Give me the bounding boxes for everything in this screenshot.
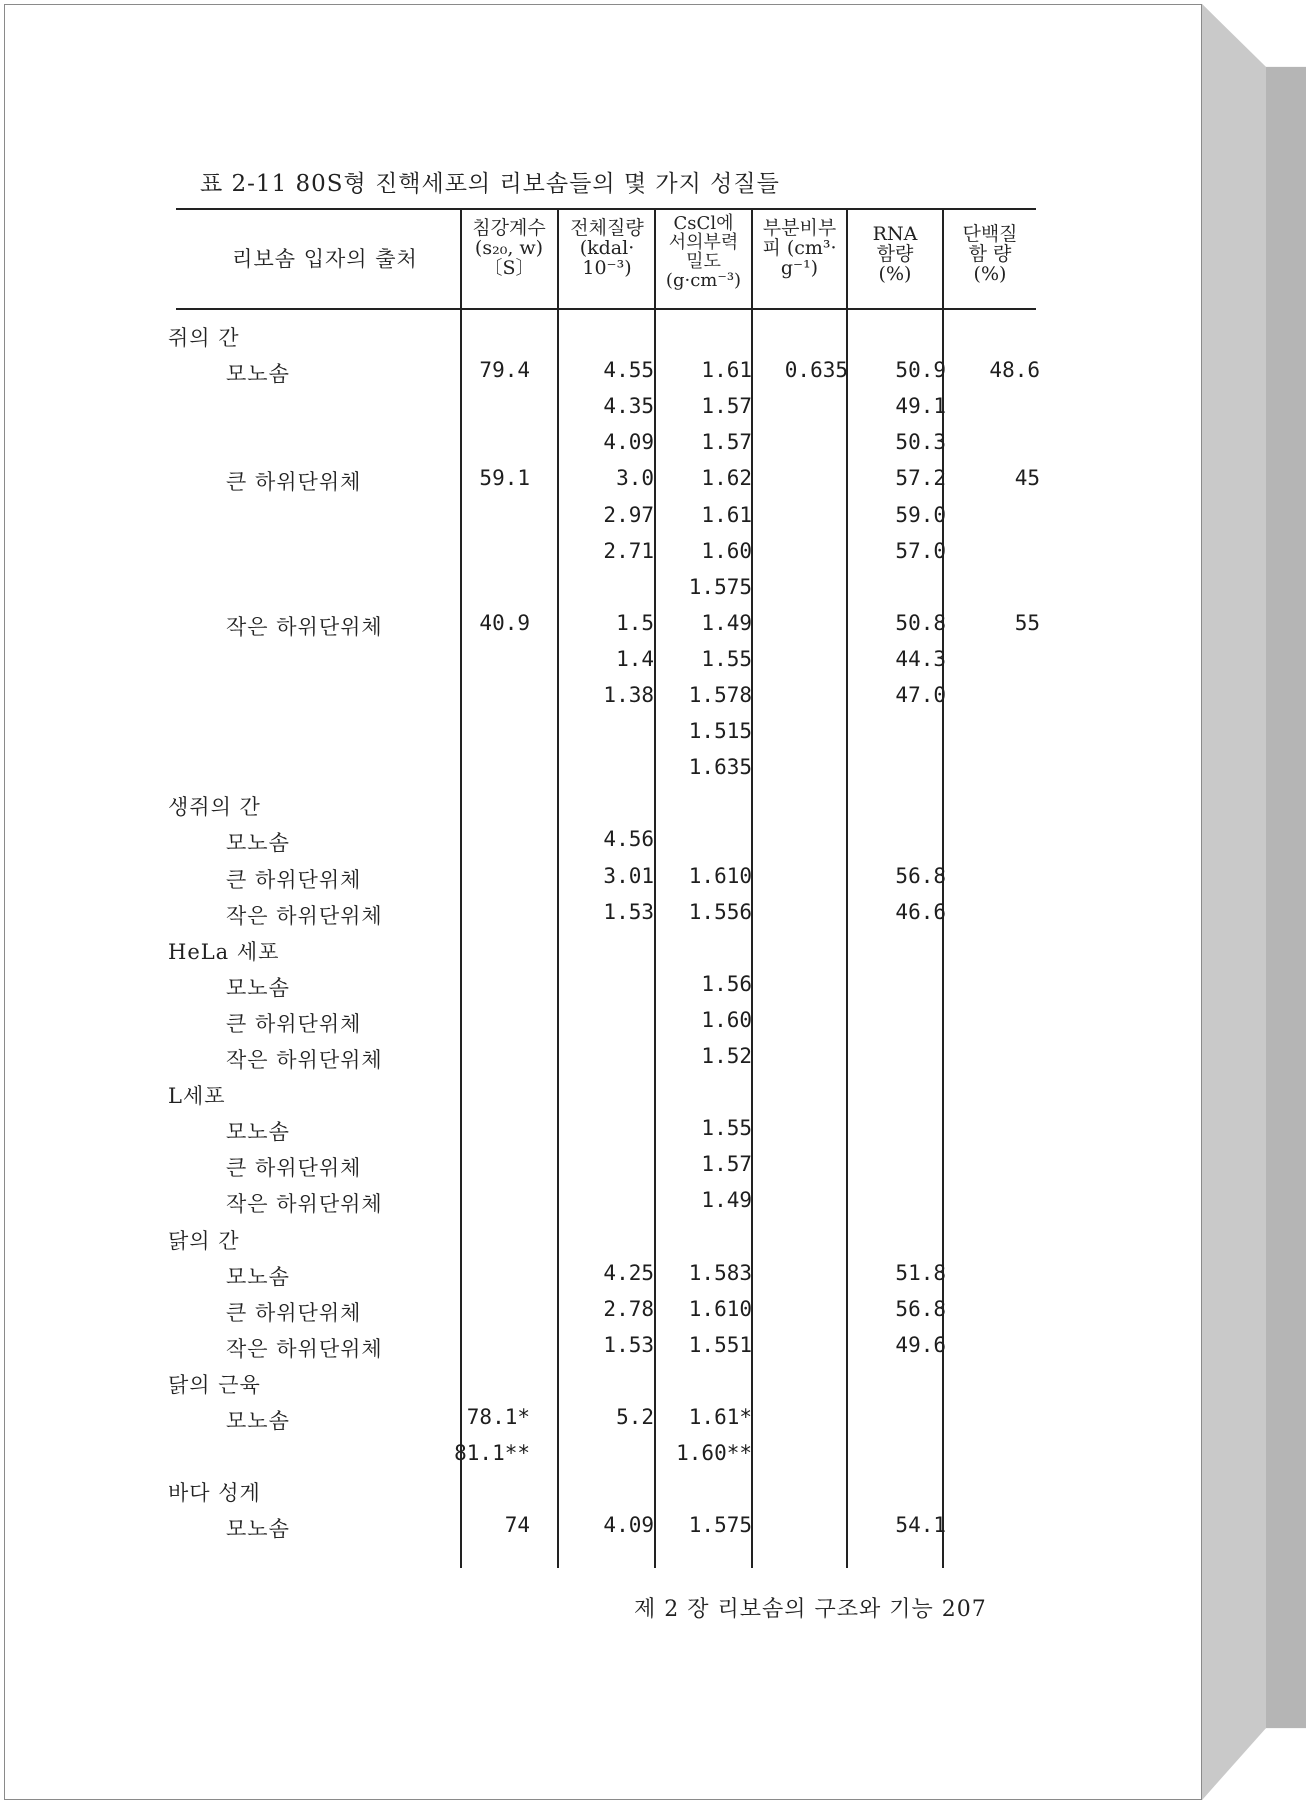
row-label: 작은 하위단위체	[226, 1336, 383, 1361]
header-protein: 단백질 함 량 (%)	[962, 223, 1018, 285]
cell-rna: 57.0	[895, 538, 946, 563]
cell-rna: 50.3	[895, 430, 946, 455]
cell-density: 1.55	[701, 1116, 752, 1141]
cell-rna: 49.6	[895, 1332, 946, 1357]
cell-density: 1.610	[688, 1296, 752, 1321]
header-sedimentation: 침강계수 (s₂₀, w) 〔S〕	[472, 217, 546, 279]
cell-density: 1.635	[688, 755, 752, 780]
cell-mass: 1.4	[616, 646, 654, 671]
column-divider-1	[460, 210, 462, 1568]
cell-density: 1.60**	[676, 1441, 752, 1466]
cell-mass: 1.53	[603, 1332, 654, 1357]
cell-rna: 44.3	[895, 646, 946, 671]
row-label: 작은 하위단위체	[226, 1192, 383, 1217]
cell-mass: 1.53	[603, 899, 654, 924]
table-caption: 표 2-11 80S형 진핵세포의 리보솜들의 몇 가지 성질들	[200, 171, 780, 197]
row-label: 작은 하위단위체	[226, 614, 383, 639]
cell-mass: 1.5	[616, 610, 654, 635]
cell-rna: 56.8	[895, 863, 946, 888]
cell-mass: 5.2	[616, 1405, 654, 1429]
column-divider-3	[654, 210, 656, 1568]
cell-rna: 50.9	[895, 358, 946, 383]
row-label: 큰 하위단위체	[226, 1300, 362, 1325]
table-header-rule	[176, 308, 1036, 310]
row-label: 작은 하위단위체	[226, 903, 383, 928]
cell-mass: 4.09	[603, 430, 654, 455]
column-divider-5	[846, 210, 848, 1568]
cell-mass: 1.38	[603, 683, 654, 707]
cell-sed: 79.4	[479, 358, 530, 383]
row-label: 모노솜	[226, 1264, 290, 1289]
cell-rna: 51.8	[895, 1260, 946, 1285]
group-label: 바다 성게	[168, 1481, 261, 1506]
cell-rna: 49.1	[895, 394, 946, 419]
cell-density: 1.61	[701, 502, 752, 527]
cell-density: 1.57	[701, 1152, 752, 1177]
cell-density: 1.551	[688, 1332, 752, 1357]
cell-density: 1.52	[701, 1044, 752, 1068]
cell-density: 1.61*	[688, 1405, 752, 1429]
cell-density: 1.55	[701, 646, 752, 671]
row-label: 큰 하위단위체	[226, 470, 362, 495]
cell-mass: 2.97	[603, 502, 654, 527]
row-label: 모노솜	[226, 1120, 290, 1145]
table-top-rule	[176, 208, 1036, 210]
row-label: 모노솜	[226, 975, 290, 1000]
cell-density: 1.61	[701, 358, 752, 383]
cell-protein: 48.6	[989, 358, 1040, 383]
cell-density: 1.556	[688, 899, 752, 924]
cell-mass: 3.01	[603, 863, 654, 888]
cell-mass: 4.25	[603, 1260, 654, 1285]
cell-density: 1.60	[701, 1007, 752, 1032]
cell-density: 1.57	[701, 430, 752, 455]
cell-mass: 2.71	[603, 538, 654, 563]
cell-mass: 4.56	[603, 827, 654, 852]
cell-density: 1.515	[688, 719, 752, 744]
page-footer: 제 2 장 리보솜의 구조와 기능 207	[634, 1597, 987, 1622]
group-label: 쥐의 간	[168, 326, 240, 350]
cell-density: 1.49	[701, 610, 752, 635]
cell-density: 1.56	[701, 971, 752, 996]
group-label: L세포	[168, 1084, 226, 1109]
cell-mass: 2.78	[603, 1296, 654, 1321]
cell-mass: 4.09	[603, 1513, 654, 1538]
header-rna: RNA 함량 (%)	[872, 223, 918, 285]
row-label: 큰 하위단위체	[226, 867, 362, 892]
cell-density: 1.610	[688, 863, 752, 888]
row-label: 큰 하위단위체	[226, 1156, 362, 1181]
cell-mass: 4.35	[603, 394, 654, 419]
group-label: 생쥐의 간	[168, 795, 261, 820]
cell-mass: 3.0	[616, 466, 654, 491]
cell-density: 1.62	[701, 466, 752, 491]
group-label: HeLa 세포	[168, 939, 280, 964]
cell-density: 1.49	[701, 1188, 752, 1213]
cell-rna: 46.6	[895, 899, 946, 924]
cell-protein: 55	[1014, 610, 1040, 635]
cell-mass: 4.55	[603, 358, 654, 383]
cell-density: 1.60	[701, 538, 752, 563]
cell-psv: 0.635	[784, 358, 848, 383]
header-source: 리보솜 입자의 출처	[232, 247, 418, 271]
column-divider-2	[557, 210, 559, 1568]
header-density: CsCl에 서의부력 밀도 (g·cm⁻³)	[665, 213, 742, 291]
cell-rna: 59.0	[895, 502, 946, 527]
row-label: 모노솜	[226, 362, 290, 387]
cell-density: 1.575	[688, 574, 752, 599]
row-label: 큰 하위단위체	[226, 1011, 362, 1036]
row-label: 모노솜	[226, 1517, 290, 1542]
cell-rna: 56.8	[895, 1296, 946, 1321]
cell-rna: 54.1	[895, 1513, 946, 1538]
cell-density: 1.578	[688, 683, 752, 707]
header-partial-specific-volume: 부분비부 피 (cm³· g⁻¹)	[762, 217, 837, 279]
cell-density: 1.57	[701, 394, 752, 419]
group-label: 닭의 근육	[168, 1372, 261, 1397]
group-label: 닭의 간	[168, 1228, 240, 1253]
cell-sed: 78.1*	[466, 1405, 530, 1429]
cell-sed: 81.1**	[454, 1441, 530, 1466]
row-label: 모노솜	[226, 1409, 290, 1433]
row-label: 모노솜	[226, 831, 290, 856]
cell-density: 1.575	[688, 1513, 752, 1538]
cell-rna: 50.8	[895, 610, 946, 635]
book-spine-edge	[1202, 4, 1266, 1800]
cell-rna: 47.0	[895, 683, 946, 707]
cell-rna: 57.2	[895, 466, 946, 491]
cell-density: 1.583	[688, 1260, 752, 1285]
cell-sed: 40.9	[479, 610, 530, 635]
cell-sed: 59.1	[479, 466, 530, 491]
cell-sed: 74	[504, 1513, 530, 1538]
row-label: 작은 하위단위체	[226, 1048, 383, 1072]
cell-protein: 45	[1014, 466, 1040, 491]
header-mass: 전체질량 (kdal· 10⁻³)	[570, 217, 644, 279]
